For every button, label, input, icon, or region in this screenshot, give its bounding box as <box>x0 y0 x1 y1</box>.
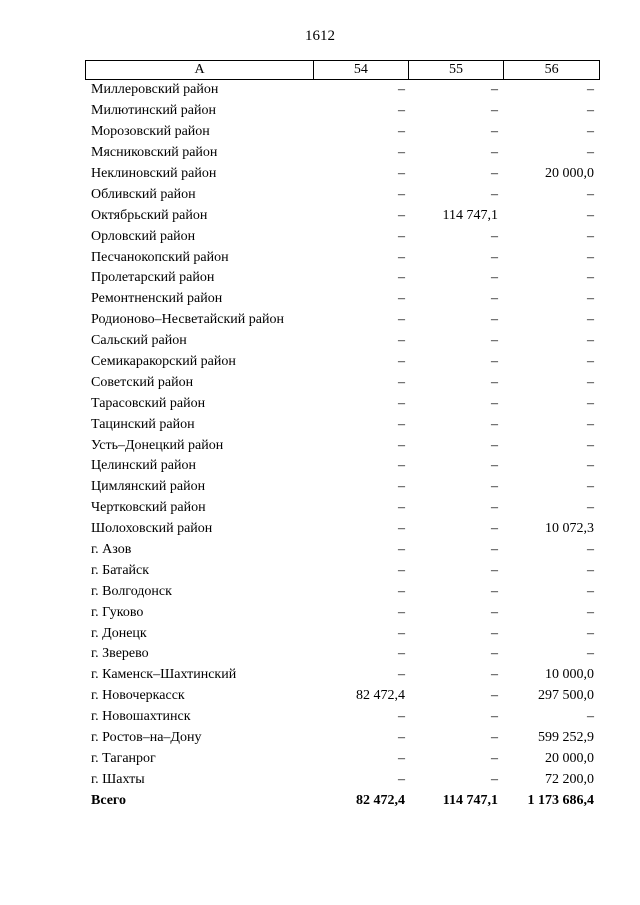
value-54-cell: – <box>398 124 405 140</box>
table-row <box>85 310 600 331</box>
value-54-cell: – <box>398 667 405 683</box>
table-row <box>85 226 600 247</box>
row-name-cell: Родионово–Несветайский район <box>91 312 284 328</box>
table-row <box>85 393 600 414</box>
value-55-cell: – <box>491 521 498 537</box>
row-name-cell: Обливский район <box>91 186 196 202</box>
table-header <box>85 60 600 80</box>
value-56-cell: – <box>587 437 594 453</box>
value-56-cell: – <box>587 479 594 495</box>
value-54-cell: 82 472,4 <box>356 688 405 704</box>
value-56-cell: – <box>587 82 594 98</box>
column-header-56: 56 <box>503 61 599 79</box>
value-56-cell: 10 072,3 <box>545 521 594 537</box>
row-name-cell: Миллеровский район <box>91 82 219 98</box>
table-row <box>85 477 600 498</box>
table-row <box>85 623 600 644</box>
value-54-cell: – <box>398 771 405 787</box>
value-56-cell: – <box>587 395 594 411</box>
row-name-cell: г. Зверево <box>91 646 149 662</box>
row-name-cell: Сальский район <box>91 333 187 349</box>
value-55-cell: 114 747,1 <box>442 792 498 808</box>
row-name-cell: г. Батайск <box>91 562 150 578</box>
value-56-cell: – <box>587 354 594 370</box>
value-56-cell: – <box>587 145 594 161</box>
value-55-cell: – <box>491 500 498 516</box>
value-56-cell: 72 200,0 <box>545 771 594 787</box>
table-row <box>85 456 600 477</box>
value-55-cell: – <box>491 688 498 704</box>
value-55-cell: – <box>491 374 498 390</box>
value-54-cell: – <box>398 458 405 474</box>
value-56-cell: – <box>587 249 594 265</box>
value-54-cell: 82 472,4 <box>356 792 405 808</box>
table-row <box>85 122 600 143</box>
value-56-cell: – <box>587 416 594 432</box>
value-54-cell: – <box>398 709 405 725</box>
value-56-cell: – <box>587 583 594 599</box>
value-54-cell: – <box>398 395 405 411</box>
table-row <box>85 581 600 602</box>
value-55-cell: – <box>491 709 498 725</box>
value-56-cell: – <box>587 207 594 223</box>
row-name-cell: г. Шахты <box>91 771 145 787</box>
row-name-cell: Цимлянский район <box>91 479 206 495</box>
value-54-cell: – <box>398 521 405 537</box>
table-row <box>85 665 600 686</box>
table-row <box>85 498 600 519</box>
row-name-cell: Октябрьский район <box>91 207 208 223</box>
row-name-cell: Пролетарский район <box>91 270 215 286</box>
value-56-cell: 599 252,9 <box>538 730 594 746</box>
row-name-cell: Целинский район <box>91 458 196 474</box>
value-55-cell: – <box>491 124 498 140</box>
value-56-cell: – <box>587 500 594 516</box>
value-56-cell: 10 000,0 <box>545 667 594 683</box>
value-55-cell: – <box>491 667 498 683</box>
value-55-cell: – <box>491 395 498 411</box>
table-row <box>85 686 600 707</box>
value-56-cell: – <box>587 312 594 328</box>
table-row <box>85 184 600 205</box>
value-54-cell: – <box>398 145 405 161</box>
value-56-cell: – <box>587 333 594 349</box>
value-54-cell: – <box>398 166 405 181</box>
table-row <box>85 540 600 561</box>
value-56-cell: – <box>587 604 594 620</box>
value-54-cell: – <box>398 312 405 328</box>
table-row <box>85 101 600 122</box>
row-name-cell: г. Ростов–на–Дону <box>91 730 202 746</box>
row-name-cell: Шолоховский район <box>91 521 213 537</box>
row-name-cell: Советский район <box>91 374 194 390</box>
row-name-cell: г. Таганрог <box>91 750 156 766</box>
value-55-cell: – <box>491 458 498 474</box>
value-55-cell: – <box>491 354 498 370</box>
table-row <box>85 560 600 581</box>
value-55-cell: – <box>491 750 498 766</box>
column-header-55: 55 <box>408 61 504 79</box>
value-54-cell: – <box>398 750 405 766</box>
value-56-cell: – <box>587 186 594 202</box>
page-number: 1612 <box>305 28 335 44</box>
row-name-cell: Тарасовский район <box>91 395 206 411</box>
row-name-cell: г. Донецк <box>91 625 147 641</box>
value-54-cell: – <box>398 207 405 223</box>
value-56-cell: – <box>587 374 594 390</box>
value-55-cell: – <box>491 730 498 746</box>
value-55-cell: – <box>491 479 498 495</box>
row-name-cell: Мясниковский район <box>91 145 218 161</box>
value-55-cell: – <box>491 228 498 244</box>
value-54-cell: – <box>398 730 405 746</box>
table-row <box>85 707 600 728</box>
row-name-cell: Чертковский район <box>91 500 206 516</box>
value-55-cell: – <box>491 103 498 119</box>
value-54-cell: – <box>398 249 405 265</box>
budget-table <box>85 60 600 811</box>
value-55-cell: – <box>491 625 498 641</box>
table-row <box>85 414 600 435</box>
table-row <box>85 749 600 770</box>
table-row <box>85 352 600 373</box>
value-55-cell: – <box>491 270 498 286</box>
table-row <box>85 519 600 540</box>
table-row <box>85 435 600 456</box>
value-55-cell: – <box>491 82 498 98</box>
row-name-cell: г. Новошахтинск <box>91 709 191 725</box>
value-56-cell: – <box>587 103 594 119</box>
value-54-cell: – <box>398 228 405 244</box>
table-row <box>85 644 600 665</box>
row-name-cell: г. Азов <box>91 542 132 558</box>
table-row <box>85 80 600 101</box>
value-56-cell: 20 000,0 <box>545 166 594 181</box>
value-56-cell: – <box>587 562 594 578</box>
value-54-cell: – <box>398 186 405 202</box>
value-56-cell: 20 000,0 <box>545 750 594 766</box>
table-row <box>85 602 600 623</box>
row-name-cell: Неклиновский район <box>91 166 217 181</box>
row-name-cell: Орловский район <box>91 228 196 244</box>
value-55-cell: 114 747,1 <box>442 207 498 223</box>
table-body <box>85 80 600 811</box>
row-name-cell: Усть–Донецкий район <box>91 437 224 453</box>
row-name-cell: г. Волгодонск <box>91 583 172 599</box>
value-54-cell: – <box>398 103 405 119</box>
value-54-cell: – <box>398 270 405 286</box>
value-54-cell: – <box>398 479 405 495</box>
value-54-cell: – <box>398 82 405 98</box>
row-name-cell: Семикаракорский район <box>91 354 236 370</box>
table-row <box>85 769 600 790</box>
value-54-cell: – <box>398 333 405 349</box>
table-row <box>85 372 600 393</box>
column-header-a: А <box>194 62 205 77</box>
value-55-cell: – <box>491 333 498 349</box>
table-row <box>85 205 600 226</box>
value-56-cell: – <box>587 709 594 725</box>
value-54-cell: – <box>398 625 405 641</box>
value-54-cell: – <box>398 562 405 578</box>
row-name-cell: Морозовский район <box>91 124 210 140</box>
value-55-cell: – <box>491 145 498 161</box>
value-54-cell: – <box>398 354 405 370</box>
value-54-cell: – <box>398 291 405 307</box>
row-name-cell: г. Гуково <box>91 604 144 620</box>
value-55-cell: – <box>491 166 498 181</box>
row-name-cell: Ремонтненский район <box>91 291 223 307</box>
value-55-cell: – <box>491 291 498 307</box>
value-56-cell: – <box>587 291 594 307</box>
row-name-cell: г. Новочеркасск <box>91 688 185 704</box>
value-55-cell: – <box>491 186 498 202</box>
row-name-cell: Милютинский район <box>91 103 217 119</box>
table-row <box>85 331 600 352</box>
value-55-cell: – <box>491 562 498 578</box>
row-name-cell: г. Каменск–Шахтинский <box>91 667 237 683</box>
value-55-cell: – <box>491 646 498 662</box>
table-row <box>85 268 600 289</box>
value-55-cell: – <box>491 437 498 453</box>
value-56-cell: – <box>587 124 594 140</box>
row-name-cell: Песчанокопский район <box>91 249 229 265</box>
table-total-row <box>85 790 600 811</box>
column-header-54: 54 <box>313 61 408 79</box>
table-row <box>85 247 600 268</box>
value-56-cell: – <box>587 458 594 474</box>
value-54-cell: – <box>398 646 405 662</box>
value-56-cell: 297 500,0 <box>538 688 594 704</box>
value-54-cell: – <box>398 416 405 432</box>
table-row <box>85 143 600 164</box>
value-56-cell: 1 173 686,4 <box>527 792 594 808</box>
value-56-cell: – <box>587 646 594 662</box>
table-row <box>85 164 600 185</box>
value-56-cell: – <box>587 228 594 244</box>
value-56-cell: – <box>587 270 594 286</box>
value-55-cell: – <box>491 312 498 328</box>
value-55-cell: – <box>491 604 498 620</box>
value-54-cell: – <box>398 542 405 558</box>
value-55-cell: – <box>491 249 498 265</box>
value-55-cell: – <box>491 583 498 599</box>
value-55-cell: – <box>491 542 498 558</box>
table-row <box>85 289 600 310</box>
value-54-cell: – <box>398 500 405 516</box>
value-54-cell: – <box>398 604 405 620</box>
value-54-cell: – <box>398 437 405 453</box>
value-56-cell: – <box>587 542 594 558</box>
value-56-cell: – <box>587 625 594 641</box>
value-54-cell: – <box>398 374 405 390</box>
table-row <box>85 728 600 749</box>
value-55-cell: – <box>491 416 498 432</box>
row-name-cell: Тацинский район <box>91 416 195 432</box>
value-54-cell: – <box>398 583 405 599</box>
row-name-cell: Всего <box>91 792 126 808</box>
value-55-cell: – <box>491 771 498 787</box>
